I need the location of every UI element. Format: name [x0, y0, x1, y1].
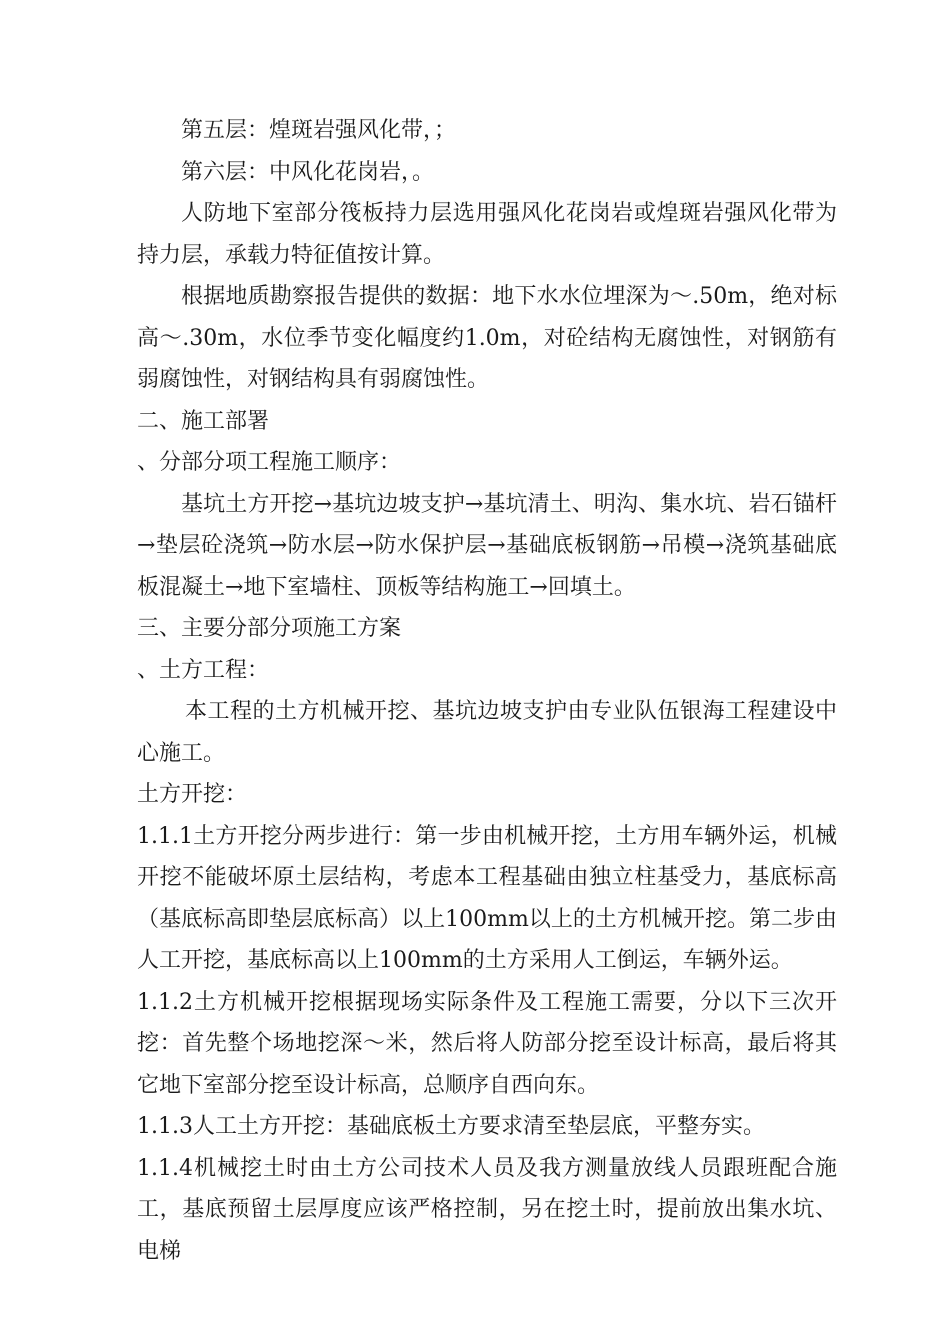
- heading-earthwork: 、土方工程：: [137, 657, 270, 683]
- paragraph-groundwater: 根据地质勘察报告提供的数据：地下水水位埋深为～.50m，绝对标高～.30m，水位季节变化幅度约1.0m，对砼结构无腐蚀性，对钢筋有弱腐蚀性，对钢结构具有弱腐蚀性。: [137, 284, 837, 392]
- paragraph-1-1-3: 1.1.3人工土方开挖：基础底板土方要求清至垫层底，平整夯实。: [137, 1114, 765, 1139]
- paragraph-1-1-4: 1.1.4机械挖土时由土方公司技术人员及我方测量放线人员跟班配合施工，基底预留土层厚度应该严格控制，另在挖土时，提前放出集水坑、电梯: [137, 1155, 837, 1264]
- heading-main-construction-plan: 三、主要分部分项施工方案: [137, 616, 402, 641]
- heading-excavation: 土方开挖：: [137, 782, 248, 807]
- paragraph-1-1-2: 1.1.2土方机械开挖根据现场实际条件及工程施工需要，分以下三次开挖：首先整个场地挖深～米，然后将人防部分挖至设计标高，最后将其它地下室部分挖至设计标高，总顺序自西向东。: [137, 989, 837, 1098]
- paragraph-layer-5: 第五层：煌斑岩强风化带，；: [181, 118, 457, 143]
- paragraph-layer-6: 第六层：中风化花岗岩，。: [181, 159, 435, 185]
- heading-construction-sequence: 、分部分项工程施工顺序：: [137, 450, 402, 475]
- heading-construction-deployment: 二、施工部署: [137, 408, 270, 434]
- paragraph-construction-sequence: 基坑土方开挖→基坑边坡支护→基坑清土、明沟、集水坑、岩石锚杆→垫层砼浇筑→防水层→防水保护层→基础底板钢筋→吊模→浇筑基础底板混凝土→地下室墙柱、顶板等结构施工→回填土。: [137, 491, 837, 600]
- paragraph-1-1-1: 1.1.1土方开挖分两步进行：第一步由机械开挖，土方用车辆外运，机械开挖不能破坏原土层结构，考虑本工程基础由独立柱基受力，基底标高（基底标高即垫层底标高）以上100mm以上的土方机械开挖。第二步由人工开挖，基底标高以上100mm的土方采用人工倒运，车辆外运。: [137, 823, 837, 973]
- document-body: [137, 110, 837, 1272]
- paragraph-earthwork-contractor: 本工程的土方机械开挖、基坑边坡支护由专业队伍银海工程建设中心施工。: [137, 699, 837, 766]
- paragraph-bearing-layer: 人防地下室部分筏板持力层选用强风化花岗岩或煌斑岩强风化带为持力层，承载力特征值按计算。: [137, 201, 837, 268]
